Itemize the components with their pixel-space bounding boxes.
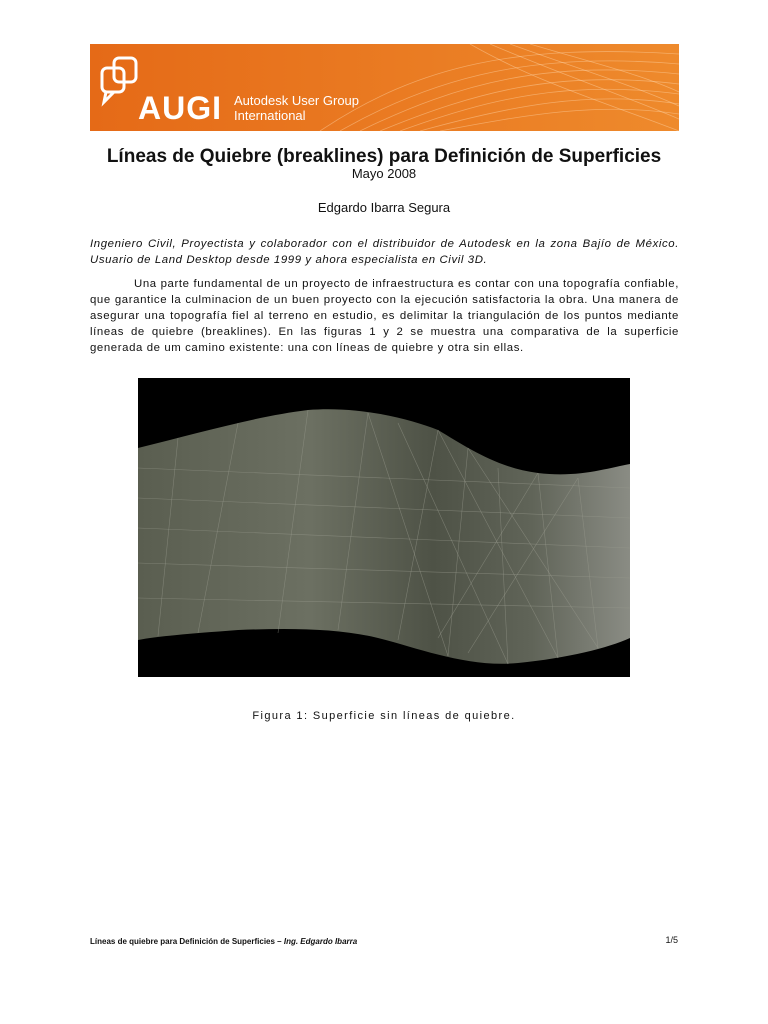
augi-banner [90, 44, 679, 131]
figure-1-terrain-image [138, 378, 630, 677]
document-date: Mayo 2008 [351, 166, 417, 181]
document-author: Edgardo Ibarra Segura [317, 200, 451, 215]
intro-paragraph: Una parte fundamental de un proyecto de infraestructura es contar con una topografía confiable, que garantice la culminacion de un buen proyecto con la ejecución satisfactoria la obra. Una manera de asegurar una topografía fiel al terreno en estudio, es delimitar la triangulación de los puntos mediante líneas de quiebre (breaklines). En las figuras 1 y 2 se muestra una comparativa de la superficie generada de um camino existente: una con líneas de quiebre y otra sin ellas. [90, 278, 679, 354]
footer-running-title [90, 937, 357, 946]
augi-org-line1: Autodesk User Group [234, 93, 360, 108]
figure-1-caption: Figura 1: Superficie sin líneas de quiebre. [252, 710, 516, 722]
footer-title: Líneas de quiebre para Definición de Superficies – [90, 937, 284, 946]
augi-logo-text: AUGI [138, 90, 222, 126]
page-number: 1/5 [665, 935, 678, 945]
author-bio: Ingeniero Civil, Proyectista y colaborador con el distribuidor de Autodesk en la zona Bajío de México. Usuario de Land Desktop desde 1999 y ahora especialista en Civil 3D. [90, 238, 679, 266]
augi-org-line2: International [234, 108, 306, 123]
document-title: Líneas de Quiebre (breaklines) para Definición de Superficies [106, 146, 662, 167]
footer-author: Ing. Edgardo Ibarra [283, 937, 358, 946]
